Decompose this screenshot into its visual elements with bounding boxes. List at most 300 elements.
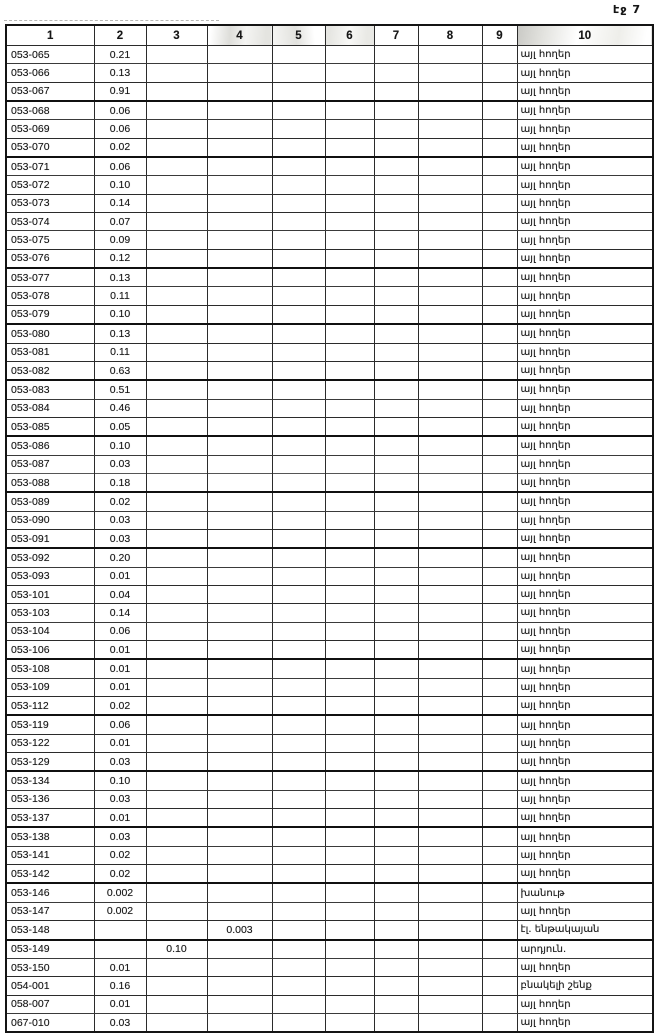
cell-col6 bbox=[325, 977, 374, 995]
cell-col3 bbox=[146, 753, 207, 772]
table-row bbox=[6, 343, 653, 361]
cell-col5 bbox=[272, 604, 325, 622]
table-row bbox=[6, 548, 653, 567]
cell-col5 bbox=[272, 157, 325, 176]
cell-col4 bbox=[207, 380, 272, 399]
cell-col3 bbox=[146, 64, 207, 82]
cell-land-use: այլ հողեր bbox=[517, 64, 653, 82]
cell-col4 bbox=[207, 622, 272, 640]
cell-col8 bbox=[418, 678, 482, 696]
cell-col3 bbox=[146, 157, 207, 176]
cell-col2: 0.03 bbox=[94, 1013, 146, 1032]
cell-col2: 0.02 bbox=[94, 138, 146, 157]
cell-col2: 0.06 bbox=[94, 157, 146, 176]
cell-col5 bbox=[272, 529, 325, 548]
cell-land-use: այլ հողեր bbox=[517, 1013, 653, 1032]
table-row bbox=[6, 865, 653, 884]
cell-parcel-code: 053-070 bbox=[6, 138, 94, 157]
cell-col8 bbox=[418, 902, 482, 920]
cell-col5 bbox=[272, 567, 325, 585]
cell-col9 bbox=[482, 790, 517, 808]
cell-col4 bbox=[207, 958, 272, 976]
cell-land-use: այլ հողեր bbox=[517, 268, 653, 287]
cell-land-use: այլ հողեր bbox=[517, 120, 653, 138]
cell-col7 bbox=[374, 809, 418, 828]
column-header-3: 3 bbox=[146, 25, 207, 46]
cell-land-use: այլ հողեր bbox=[517, 455, 653, 473]
cell-col7 bbox=[374, 176, 418, 194]
cell-parcel-code: 053-150 bbox=[6, 958, 94, 976]
cell-col5 bbox=[272, 380, 325, 399]
cell-col2: 0.16 bbox=[94, 977, 146, 995]
cell-col5 bbox=[272, 268, 325, 287]
cell-col5 bbox=[272, 343, 325, 361]
cell-col3 bbox=[146, 343, 207, 361]
cell-col8 bbox=[418, 249, 482, 268]
cell-col9 bbox=[482, 827, 517, 846]
cell-land-use: այլ հողեր bbox=[517, 194, 653, 212]
cell-col8 bbox=[418, 511, 482, 529]
cell-land-use: այլ հողեր bbox=[517, 511, 653, 529]
scan-artifact-line bbox=[4, 20, 219, 21]
table-row bbox=[6, 473, 653, 492]
cell-parcel-code: 053-084 bbox=[6, 399, 94, 417]
cell-col8 bbox=[418, 958, 482, 976]
cell-land-use: այլ հողեր bbox=[517, 361, 653, 380]
cell-col4 bbox=[207, 902, 272, 920]
cell-col8 bbox=[418, 176, 482, 194]
cell-col6 bbox=[325, 585, 374, 603]
cell-col9 bbox=[482, 361, 517, 380]
cell-col4 bbox=[207, 324, 272, 343]
cell-col7 bbox=[374, 734, 418, 752]
cell-col7 bbox=[374, 846, 418, 864]
cell-col2: 0.06 bbox=[94, 101, 146, 120]
cell-col6 bbox=[325, 734, 374, 752]
cell-land-use: այլ հողեր bbox=[517, 473, 653, 492]
cell-col7 bbox=[374, 585, 418, 603]
cell-col3 bbox=[146, 641, 207, 660]
cell-col8 bbox=[418, 1013, 482, 1032]
cell-col2: 0.02 bbox=[94, 865, 146, 884]
cell-col7 bbox=[374, 715, 418, 734]
table-row bbox=[6, 436, 653, 455]
cell-col7 bbox=[374, 399, 418, 417]
table-row bbox=[6, 715, 653, 734]
cell-col8 bbox=[418, 64, 482, 82]
cell-col7 bbox=[374, 548, 418, 567]
cell-col8 bbox=[418, 622, 482, 640]
cell-col4 bbox=[207, 1013, 272, 1032]
cell-col7 bbox=[374, 697, 418, 716]
cell-col2: 0.14 bbox=[94, 194, 146, 212]
cell-col3 bbox=[146, 790, 207, 808]
cell-col3 bbox=[146, 101, 207, 120]
cell-col9 bbox=[482, 771, 517, 790]
cell-parcel-code: 053-077 bbox=[6, 268, 94, 287]
cell-col2: 0.03 bbox=[94, 827, 146, 846]
cell-col9 bbox=[482, 101, 517, 120]
cell-col3 bbox=[146, 380, 207, 399]
cell-col4 bbox=[207, 846, 272, 864]
cell-col7 bbox=[374, 865, 418, 884]
cell-col6 bbox=[325, 417, 374, 436]
cell-col6 bbox=[325, 809, 374, 828]
cell-col7 bbox=[374, 380, 418, 399]
cell-col9 bbox=[482, 511, 517, 529]
cell-col9 bbox=[482, 940, 517, 959]
cell-col9 bbox=[482, 529, 517, 548]
cell-col9 bbox=[482, 977, 517, 995]
cell-col5 bbox=[272, 138, 325, 157]
cell-col7 bbox=[374, 249, 418, 268]
cell-col2: 0.03 bbox=[94, 529, 146, 548]
cell-col3 bbox=[146, 213, 207, 231]
cell-col9 bbox=[482, 567, 517, 585]
cell-col8 bbox=[418, 921, 482, 940]
cell-col9 bbox=[482, 324, 517, 343]
cell-col2: 0.02 bbox=[94, 492, 146, 511]
cell-col2: 0.51 bbox=[94, 380, 146, 399]
cell-col6 bbox=[325, 827, 374, 846]
cell-col2 bbox=[94, 940, 146, 959]
cell-col2: 0.04 bbox=[94, 585, 146, 603]
cell-col3 bbox=[146, 46, 207, 64]
cell-col7 bbox=[374, 231, 418, 249]
cell-col4 bbox=[207, 194, 272, 212]
cell-parcel-code: 053-071 bbox=[6, 157, 94, 176]
cell-col4 bbox=[207, 771, 272, 790]
table-row bbox=[6, 120, 653, 138]
cell-col3 bbox=[146, 324, 207, 343]
cell-col8 bbox=[418, 82, 482, 101]
cell-land-use: այլ հողեր bbox=[517, 101, 653, 120]
cell-col3 bbox=[146, 659, 207, 678]
cell-col2: 0.91 bbox=[94, 82, 146, 101]
cell-col7 bbox=[374, 305, 418, 324]
cell-col6 bbox=[325, 921, 374, 940]
cell-land-use: այլ հողեր bbox=[517, 995, 653, 1013]
cell-land-use: այլ հողեր bbox=[517, 659, 653, 678]
cell-land-use: այլ հողեր bbox=[517, 697, 653, 716]
cell-col5 bbox=[272, 865, 325, 884]
cell-parcel-code: 053-082 bbox=[6, 361, 94, 380]
cell-col8 bbox=[418, 604, 482, 622]
cell-col7 bbox=[374, 1013, 418, 1032]
column-header-6: 6 bbox=[325, 25, 374, 46]
cell-col4 bbox=[207, 827, 272, 846]
cell-col5 bbox=[272, 902, 325, 920]
cell-col6 bbox=[325, 771, 374, 790]
cell-col2: 0.01 bbox=[94, 958, 146, 976]
table-row bbox=[6, 157, 653, 176]
cell-col4 bbox=[207, 213, 272, 231]
cell-col6 bbox=[325, 548, 374, 567]
cell-col3 bbox=[146, 585, 207, 603]
cell-parcel-code: 053-066 bbox=[6, 64, 94, 82]
cell-parcel-code: 054-001 bbox=[6, 977, 94, 995]
cell-col8 bbox=[418, 361, 482, 380]
table-row bbox=[6, 641, 653, 660]
cell-col5 bbox=[272, 101, 325, 120]
table-row bbox=[6, 268, 653, 287]
cell-col9 bbox=[482, 715, 517, 734]
cell-col7 bbox=[374, 194, 418, 212]
cell-col6 bbox=[325, 249, 374, 268]
cell-col9 bbox=[482, 64, 517, 82]
cell-col3 bbox=[146, 268, 207, 287]
table-row bbox=[6, 753, 653, 772]
cell-col7 bbox=[374, 753, 418, 772]
cell-col2: 0.002 bbox=[94, 902, 146, 920]
cell-col8 bbox=[418, 715, 482, 734]
cell-col6 bbox=[325, 753, 374, 772]
table-row bbox=[6, 101, 653, 120]
cell-col5 bbox=[272, 176, 325, 194]
cell-parcel-code: 053-137 bbox=[6, 809, 94, 828]
cell-land-use: խանութ bbox=[517, 883, 653, 902]
cell-col7 bbox=[374, 511, 418, 529]
cell-parcel-code: 053-081 bbox=[6, 343, 94, 361]
cell-col9 bbox=[482, 417, 517, 436]
cell-col9 bbox=[482, 249, 517, 268]
table-row bbox=[6, 324, 653, 343]
cell-col3 bbox=[146, 678, 207, 696]
cell-land-use: այլ հողեր bbox=[517, 902, 653, 920]
cell-col9 bbox=[482, 734, 517, 752]
cell-col7 bbox=[374, 120, 418, 138]
cell-land-use: այլ հողեր bbox=[517, 753, 653, 772]
cell-col3 bbox=[146, 809, 207, 828]
cell-land-use: այլ հողեր bbox=[517, 641, 653, 660]
cell-col2: 0.002 bbox=[94, 883, 146, 902]
cell-col4 bbox=[207, 120, 272, 138]
cell-parcel-code: 053-069 bbox=[6, 120, 94, 138]
cell-col3 bbox=[146, 883, 207, 902]
cell-col8 bbox=[418, 436, 482, 455]
cell-col6 bbox=[325, 958, 374, 976]
cell-col3 bbox=[146, 436, 207, 455]
table-row bbox=[6, 809, 653, 828]
cell-col6 bbox=[325, 622, 374, 640]
cell-col4 bbox=[207, 82, 272, 101]
cell-col8 bbox=[418, 194, 482, 212]
cell-col9 bbox=[482, 902, 517, 920]
cell-land-use: այլ հողեր bbox=[517, 567, 653, 585]
cell-col3 bbox=[146, 995, 207, 1013]
cell-col8 bbox=[418, 659, 482, 678]
cell-col2: 0.46 bbox=[94, 399, 146, 417]
cell-col4 bbox=[207, 697, 272, 716]
cell-col6 bbox=[325, 511, 374, 529]
table-row bbox=[6, 567, 653, 585]
table-body bbox=[6, 46, 653, 1033]
table-row bbox=[6, 659, 653, 678]
cell-col6 bbox=[325, 176, 374, 194]
cell-col2: 0.06 bbox=[94, 715, 146, 734]
cell-col5 bbox=[272, 585, 325, 603]
table-row bbox=[6, 194, 653, 212]
cell-col8 bbox=[418, 287, 482, 305]
cell-parcel-code: 053-079 bbox=[6, 305, 94, 324]
cell-col3 bbox=[146, 921, 207, 940]
cell-col3 bbox=[146, 529, 207, 548]
cell-col6 bbox=[325, 361, 374, 380]
cell-col8 bbox=[418, 101, 482, 120]
cell-parcel-code: 053-106 bbox=[6, 641, 94, 660]
cell-land-use: այլ հողեր bbox=[517, 157, 653, 176]
cell-col9 bbox=[482, 865, 517, 884]
cell-col9 bbox=[482, 194, 517, 212]
cell-col7 bbox=[374, 678, 418, 696]
cell-col5 bbox=[272, 883, 325, 902]
cell-col8 bbox=[418, 120, 482, 138]
cell-col7 bbox=[374, 492, 418, 511]
cell-col8 bbox=[418, 753, 482, 772]
cell-col3 bbox=[146, 249, 207, 268]
table-row bbox=[6, 213, 653, 231]
cell-parcel-code: 053-085 bbox=[6, 417, 94, 436]
cell-col5 bbox=[272, 715, 325, 734]
cell-col3 bbox=[146, 194, 207, 212]
cell-col4 bbox=[207, 343, 272, 361]
cell-col9 bbox=[482, 473, 517, 492]
cell-col8 bbox=[418, 846, 482, 864]
cell-col6 bbox=[325, 194, 374, 212]
cell-col7 bbox=[374, 455, 418, 473]
cell-col9 bbox=[482, 659, 517, 678]
cell-parcel-code: 053-088 bbox=[6, 473, 94, 492]
cell-col4 bbox=[207, 883, 272, 902]
cell-parcel-code: 053-083 bbox=[6, 380, 94, 399]
cell-col5 bbox=[272, 995, 325, 1013]
cell-col5 bbox=[272, 548, 325, 567]
cell-col5 bbox=[272, 436, 325, 455]
table-row bbox=[6, 902, 653, 920]
cell-col4: 0.003 bbox=[207, 921, 272, 940]
cell-col5 bbox=[272, 46, 325, 64]
cell-col2: 0.09 bbox=[94, 231, 146, 249]
cell-col6 bbox=[325, 697, 374, 716]
cell-col8 bbox=[418, 940, 482, 959]
cell-col2: 0.01 bbox=[94, 641, 146, 660]
cell-col6 bbox=[325, 380, 374, 399]
cell-col7 bbox=[374, 659, 418, 678]
cell-parcel-code: 053-104 bbox=[6, 622, 94, 640]
cell-col8 bbox=[418, 268, 482, 287]
cell-col2: 0.07 bbox=[94, 213, 146, 231]
cell-col2: 0.05 bbox=[94, 417, 146, 436]
table-row bbox=[6, 958, 653, 976]
cell-col3 bbox=[146, 827, 207, 846]
cell-parcel-code: 053-112 bbox=[6, 697, 94, 716]
cell-col7 bbox=[374, 361, 418, 380]
cell-col8 bbox=[418, 305, 482, 324]
table-row bbox=[6, 1013, 653, 1032]
table-header-row bbox=[6, 25, 653, 46]
cell-col6 bbox=[325, 940, 374, 959]
cell-col8 bbox=[418, 548, 482, 567]
cell-col5 bbox=[272, 678, 325, 696]
cell-col8 bbox=[418, 46, 482, 64]
cell-col5 bbox=[272, 921, 325, 940]
cell-parcel-code: 053-134 bbox=[6, 771, 94, 790]
cell-col9 bbox=[482, 399, 517, 417]
cell-col4 bbox=[207, 604, 272, 622]
cell-col4 bbox=[207, 157, 272, 176]
cell-parcel-code: 053-092 bbox=[6, 548, 94, 567]
cell-col5 bbox=[272, 940, 325, 959]
cell-col3 bbox=[146, 305, 207, 324]
cell-col5 bbox=[272, 287, 325, 305]
cell-land-use: այլ հողեր bbox=[517, 827, 653, 846]
column-header-5: 5 bbox=[272, 25, 325, 46]
cell-land-use: այլ հողեր bbox=[517, 287, 653, 305]
cell-col9 bbox=[482, 604, 517, 622]
cell-col5 bbox=[272, 324, 325, 343]
cell-col9 bbox=[482, 268, 517, 287]
cell-col5 bbox=[272, 1013, 325, 1032]
table-row bbox=[6, 921, 653, 940]
cell-col9 bbox=[482, 697, 517, 716]
cell-parcel-code: 053-087 bbox=[6, 455, 94, 473]
cell-land-use: բնակելի շենք bbox=[517, 977, 653, 995]
cell-col4 bbox=[207, 417, 272, 436]
cell-land-use: այլ հողեր bbox=[517, 790, 653, 808]
cell-col2: 0.03 bbox=[94, 790, 146, 808]
cell-land-use: այլ հողեր bbox=[517, 529, 653, 548]
cell-col3 bbox=[146, 120, 207, 138]
cell-land-use: այլ հողեր bbox=[517, 46, 653, 64]
cell-col7 bbox=[374, 641, 418, 660]
cell-col6 bbox=[325, 157, 374, 176]
column-header-4: 4 bbox=[207, 25, 272, 46]
cell-col6 bbox=[325, 455, 374, 473]
cell-col7 bbox=[374, 771, 418, 790]
cell-col2: 0.20 bbox=[94, 548, 146, 567]
cell-col6 bbox=[325, 678, 374, 696]
cell-col5 bbox=[272, 64, 325, 82]
table-row bbox=[6, 176, 653, 194]
cell-col9 bbox=[482, 846, 517, 864]
cell-col4 bbox=[207, 753, 272, 772]
cell-col8 bbox=[418, 977, 482, 995]
cell-col6 bbox=[325, 659, 374, 678]
cell-land-use: այլ հողեր bbox=[517, 492, 653, 511]
cell-col3 bbox=[146, 399, 207, 417]
cell-col5 bbox=[272, 511, 325, 529]
cell-col7 bbox=[374, 883, 418, 902]
table-row bbox=[6, 305, 653, 324]
cell-col3 bbox=[146, 417, 207, 436]
cell-parcel-code: 053-078 bbox=[6, 287, 94, 305]
cell-col4 bbox=[207, 455, 272, 473]
cell-col3 bbox=[146, 548, 207, 567]
cell-col4 bbox=[207, 492, 272, 511]
cell-col5 bbox=[272, 753, 325, 772]
cell-col6 bbox=[325, 567, 374, 585]
cell-col9 bbox=[482, 622, 517, 640]
cell-col5 bbox=[272, 231, 325, 249]
cell-col6 bbox=[325, 213, 374, 231]
cell-land-use: այլ հողեր bbox=[517, 82, 653, 101]
cell-col9 bbox=[482, 809, 517, 828]
cell-col6 bbox=[325, 902, 374, 920]
cell-col8 bbox=[418, 399, 482, 417]
cell-col3 bbox=[146, 361, 207, 380]
cell-col6 bbox=[325, 399, 374, 417]
cell-col7 bbox=[374, 622, 418, 640]
